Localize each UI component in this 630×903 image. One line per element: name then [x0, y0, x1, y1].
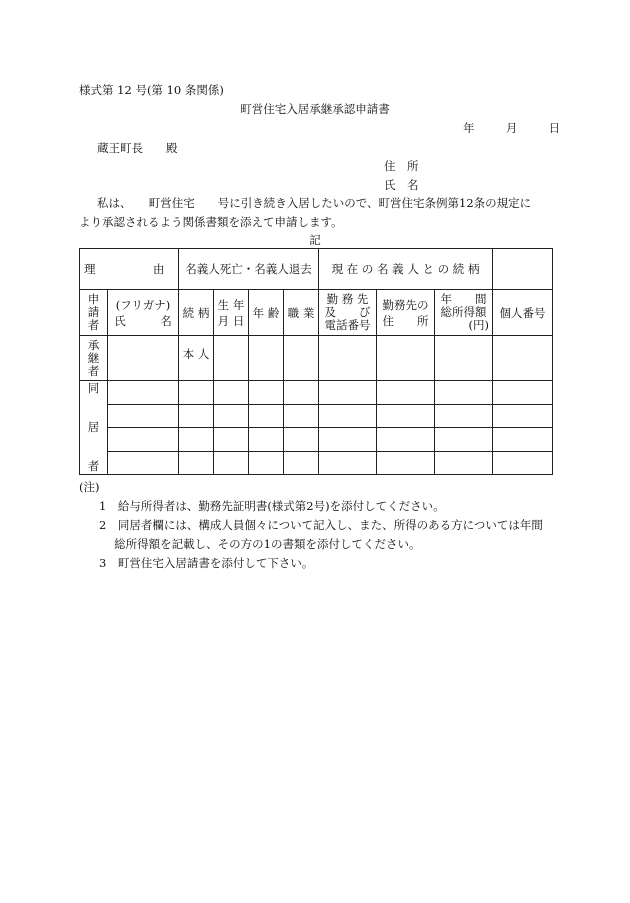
address-label: 住 所 [384, 159, 419, 173]
cohabitant-cell[interactable] [319, 428, 377, 452]
cohabitant-cell[interactable] [377, 451, 435, 475]
cohabitant-cell[interactable] [108, 404, 179, 428]
successor-age-cell[interactable] [249, 336, 284, 381]
col-age: 年 齢 [249, 290, 284, 336]
col-annual-income: 年 間 総所得額 (円) [435, 290, 493, 336]
successor-job-cell[interactable] [284, 336, 319, 381]
successor-row [80, 336, 553, 381]
cohabitant-cell[interactable] [108, 451, 179, 475]
form-number: 様式第 12 号(第 10 条関係) [79, 83, 224, 97]
col-relation: 続 柄 [179, 290, 214, 336]
col-occupation: 職 業 [284, 290, 319, 336]
cohabitant-cell[interactable] [319, 404, 377, 428]
cohabitant-cell[interactable] [214, 428, 249, 452]
cohabitant-row [80, 381, 553, 405]
col-kana-name: (フリガナ) 氏 名 [108, 290, 179, 336]
cohabitant-cell[interactable] [179, 451, 214, 475]
cohabitant-row [80, 451, 553, 475]
application-table [79, 248, 553, 475]
body-text-line-2: より承認されるよう関係書類を添えて申請します。 [79, 215, 343, 229]
ki-marker: 記 [309, 233, 321, 247]
successor-workaddr-cell[interactable] [377, 336, 435, 381]
cohabitant-cell[interactable] [493, 428, 553, 452]
addressee: 蔵王町長 殿 [97, 141, 178, 155]
successor-mynumber-cell[interactable] [493, 336, 553, 381]
cohabitant-cell[interactable] [108, 428, 179, 452]
date-day: 日 [548, 121, 561, 135]
successor-birth-cell[interactable] [214, 336, 249, 381]
cohabitant-cell[interactable] [214, 381, 249, 405]
cohabitant-cell[interactable] [377, 381, 435, 405]
cohabitant-cell[interactable] [377, 428, 435, 452]
col-birthdate: 生 年 月 日 [214, 290, 249, 336]
cohabitant-cell[interactable] [435, 451, 493, 475]
cohabitant-row [80, 404, 553, 428]
cohabitant-cell[interactable] [249, 381, 284, 405]
note-2a: 2 同居者欄には、構成人員個々について記入し、また、所得のある方については年間 [99, 518, 543, 532]
cohabitant-cell[interactable] [493, 404, 553, 428]
notes-section [79, 478, 559, 573]
note-1: 1 給与所得者は、勤務先証明書(様式第2号)を添付してください。 [99, 499, 445, 513]
cohabitant-cell[interactable] [284, 428, 319, 452]
cohabitant-cell[interactable] [179, 381, 214, 405]
col-workplace-phone: 勤 務 先 及 び 電話番号 [319, 290, 377, 336]
cohabitant-cell[interactable] [108, 381, 179, 405]
cohabitant-row [80, 428, 553, 452]
cohabitant-cell[interactable] [214, 404, 249, 428]
column-header-row [80, 290, 553, 336]
date-line [463, 120, 560, 136]
cohabitant-cell[interactable] [249, 451, 284, 475]
cohabitant-cell[interactable] [319, 381, 377, 405]
cohabitant-cell[interactable] [435, 381, 493, 405]
cohabitant-cell[interactable] [435, 404, 493, 428]
cohabitant-cell[interactable] [249, 428, 284, 452]
date-year: 年 [463, 121, 475, 135]
cohabitant-cell[interactable] [214, 451, 249, 475]
cohabitant-cell[interactable] [435, 428, 493, 452]
reason-option: 名義人死亡・名義人退去 [179, 249, 319, 290]
successor-name-cell[interactable] [108, 336, 179, 381]
body-text-line-1: 私は、 町営住宅 号に引き続き入居したいので、町営住宅条例第12条の規定に [97, 196, 532, 210]
successor-income-cell[interactable] [435, 336, 493, 381]
col-my-number: 個人番号 [493, 290, 553, 336]
document-title: 町営住宅入居承継承認申請書 [240, 102, 390, 116]
cohabitant-cell[interactable] [284, 451, 319, 475]
reason-label: 理 由 [80, 249, 179, 290]
row-successor-label: 承継者 [80, 336, 108, 381]
col-applicant: 申請者 [80, 290, 108, 336]
cohabitant-cell[interactable] [493, 451, 553, 475]
relation-label: 現 在 の 名 義 人 と の 続 柄 [319, 249, 493, 290]
col-workplace-address: 勤務先の 住 所 [377, 290, 435, 336]
successor-relation: 本 人 [179, 336, 214, 381]
cohabitant-cell[interactable] [284, 381, 319, 405]
note-2b: 総所得額を記載し、その方の1の書類を添付してください。 [99, 537, 421, 551]
cohabitant-cell[interactable] [377, 404, 435, 428]
notes-heading: (注) [79, 480, 100, 494]
cohabitant-cell[interactable] [249, 404, 284, 428]
cohabitant-cell[interactable] [284, 404, 319, 428]
cohabitant-cell[interactable] [493, 381, 553, 405]
name-label: 氏 名 [384, 178, 419, 192]
relation-value-cell[interactable] [493, 249, 553, 290]
cohabitant-cell[interactable] [179, 404, 214, 428]
cohabitant-cell[interactable] [179, 428, 214, 452]
row-cohabitant-label: 同 居 者 [80, 381, 108, 475]
date-month: 月 [505, 121, 518, 135]
note-3: 3 町営住宅入居請書を添付して下さい。 [99, 556, 314, 570]
successor-work-cell[interactable] [319, 336, 377, 381]
reason-row [80, 249, 553, 290]
cohabitant-cell[interactable] [319, 451, 377, 475]
